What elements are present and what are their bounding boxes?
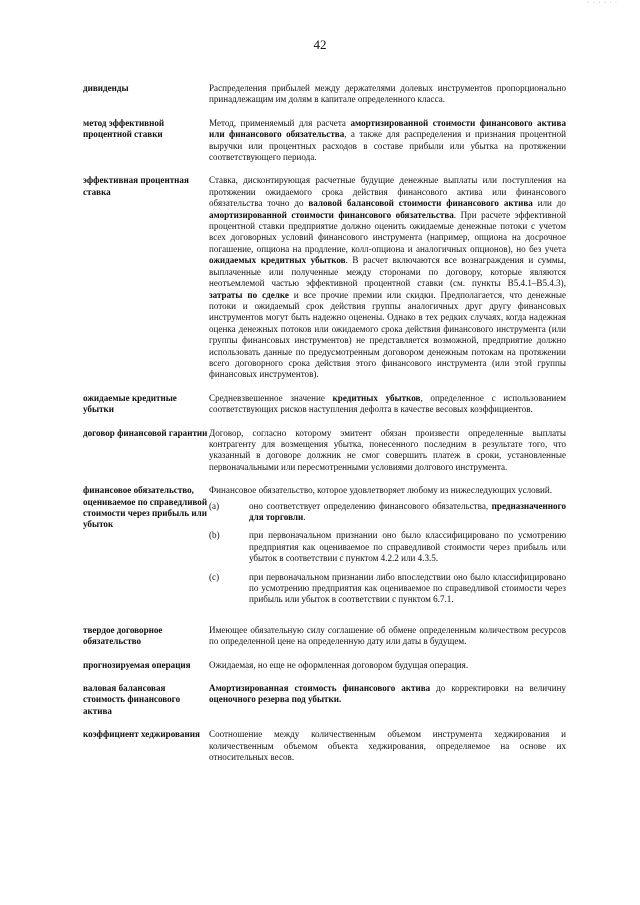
definition-fragment: . При расчете эффективной процентной ставки предприятие должно оценить ожидаемые денежные потоки с учетом всех договорных условий финансового инструмента (например, опциона на досрочное погашение, опциона на продление, колл-опциона и аналогичных опционов), но без учета [209, 209, 566, 254]
definition-fragment: Метод, применяемый для расчета [209, 117, 351, 128]
glossary-definition [209, 625, 566, 648]
definition-fragment: , определенное с использованием соответствующих рисков наступления дефолта в качестве весовых коэффициентов. [209, 392, 567, 415]
glossary-entry [83, 83, 566, 106]
glossary-definition [209, 729, 566, 763]
glossary-entry [83, 485, 566, 613]
definition-text [209, 428, 566, 474]
corner-mark: · · · · · · [587, 0, 618, 6]
glossary-entry [83, 118, 566, 164]
definition-fragment: до корректировки на величину [430, 683, 566, 694]
glossary-definition [209, 660, 566, 671]
condition-label: (b) [209, 530, 220, 541]
glossary-term: ожидаемые кредитные убытки [83, 392, 177, 415]
definition-fragment: , а также для распределения и признания процентной выручки или процентных расходов в составе прибыли или убытка на протяжении соответствующего периода. [209, 129, 566, 163]
defined-term-reference: кредитных убытков [332, 392, 421, 403]
definition-fragment: Распределения прибылей между держателями долевых инструментов пропорционально принадлежащим им долям в капитале определенного класса. [209, 83, 566, 105]
definition-text [209, 175, 566, 380]
glossary-term: прогнозируемая операция [83, 659, 191, 670]
condition-text [249, 501, 566, 524]
definition-fragment: Ожидаемая, но еще не оформленная договором будущая операция. [209, 659, 469, 670]
defined-term-reference: оценочного резерва под убытки. [209, 694, 342, 705]
condition-fragment: при первоначальном признании оно было классифицировано по усмотрению предприятия как оцениваемое по справедливой стоимости через прибыль или убыток в соответствии с пунктом 4.2.2 или 4.3.5. [249, 530, 566, 564]
condition-list [209, 501, 566, 606]
definition-fragment: и все прочие премии или скидки. Предполагается, что денежные потоки и ожидаемый срок действия группы аналогичных друг другу финансовых инструментов могут быть надежно оценены. Однако в тех редких случаях, когда надежная оценка денежных потоков или ожидаемого срока действия финансового инструмента (или группы финансовых инструментов) не представляется возможной, предприятие должно использовать данные по предусмотренным договором денежным потокам на протяжении всего договорного срока действия этого финансового инструмента (или этой группы финансовых инструментов). [209, 289, 566, 380]
condition-text [249, 572, 566, 606]
condition-text [249, 530, 566, 564]
glossary-term: твердое договорное обязательство [83, 624, 163, 647]
definition-text [209, 118, 566, 164]
glossary-term: валовая балансовая стоимость финансового актива [83, 683, 181, 716]
glossary-definition [209, 83, 566, 106]
glossary-entry [83, 393, 566, 416]
condition-item [209, 530, 566, 564]
definition-text [209, 393, 566, 416]
condition-label: (a) [209, 500, 220, 511]
glossary-term: коэффициент хеджирования [83, 729, 200, 740]
glossary-term: дивиденды [83, 83, 129, 93]
condition-fragment: . [303, 512, 306, 522]
glossary-definition [209, 118, 566, 164]
glossary-entry [83, 625, 566, 648]
glossary-term: метод эффективной процентной ставки [83, 117, 165, 140]
condition-fragment: оно соответствует определению финансового обязательства, [249, 500, 492, 511]
glossary-definition [209, 393, 566, 416]
glossary-term: эффективная процентная ставка [83, 175, 189, 197]
definition-text [209, 625, 566, 648]
glossary-term: договор финансовой гарантии [83, 427, 208, 438]
defined-term-reference: предназначенного для торговли [249, 500, 566, 522]
glossary-entry [83, 683, 566, 717]
glossary-entry [83, 175, 566, 380]
definition-fragment: Договор, согласно которому эмитент обязан произвести определенные выплаты контрагенту для возмещения убытка, понесенного последним в результате того, что указанный в договоре должник не смог совершить платеж в сроки, установленные первоначальными или пересмотренными условиями долгового инструмента. [209, 427, 566, 472]
defined-term-reference: амортизированной стоимости финансового обязательства [209, 209, 454, 220]
glossary-definition [209, 485, 566, 613]
definition-text [209, 683, 566, 706]
glossary-entry [83, 428, 566, 474]
definition-fragment: Соотношение между количественным объемом инструмента хеджирования и количественным объемом объекта хеджирования, определяемое на основе их относительных весов. [209, 729, 566, 763]
definition-text [209, 83, 566, 106]
condition-label: (c) [209, 571, 220, 582]
glossary-entry [83, 660, 566, 671]
defined-term-reference: валовой балансовой стоимости финансового актива [308, 198, 533, 209]
definition-text [209, 660, 566, 671]
glossary-definition [209, 428, 566, 474]
glossary-list [83, 83, 566, 776]
definition-fragment: Ставка, дисконтирующая расчетные будущие денежные выплаты или поступления на протяжении ожидаемого срока действия финансового актива или финансового обязательства точно до [209, 175, 566, 209]
defined-term-reference: Амортизированная стоимость финансового актива [209, 683, 431, 694]
definition-fragment: Финансовое обязательство, которое удовлетворяет любому из нижеследующих условий. [209, 485, 553, 496]
definition-fragment: Средневзвешенное значение [209, 392, 333, 403]
glossary-entry [83, 729, 566, 763]
page-number: 42 [313, 37, 327, 52]
definition-fragment: или до [532, 198, 566, 209]
glossary-definition [209, 175, 566, 380]
condition-item [209, 501, 566, 524]
condition-item [209, 572, 566, 606]
definition-text [209, 729, 566, 763]
glossary-term: финансовое обязательство, оцениваемое по справедливой стоимости через прибыль или убыток [83, 485, 208, 530]
glossary-definition [209, 683, 566, 717]
definition-fragment: . В расчет включаются все вознаграждения и суммы, выплаченные или полученные между сторонами по договору, которые являются неотъемлемой частью эффективной процентной ставки (см. пункты B5.4.1–B5.4.3), [209, 255, 566, 289]
defined-term-reference: ожидаемых кредитных убытков [209, 255, 346, 266]
definition-fragment: Имеющее обязательную силу соглашение об обмене определенным количеством ресурсов по определенной цене на определенную дату или даты в будущем. [209, 624, 566, 647]
condition-fragment: при первоначальном признании либо впоследствии оно было классифицировано по усмотрению предприятия как оцениваемое по справедливой стоимости через прибыль или убыток в соответствии с пунктом 6.7.1. [249, 571, 566, 605]
definition-text [209, 485, 566, 496]
defined-term-reference: амортизированной стоимости финансового актива или финансового обязательства [209, 117, 567, 140]
defined-term-reference: затраты по сделке [209, 289, 289, 300]
